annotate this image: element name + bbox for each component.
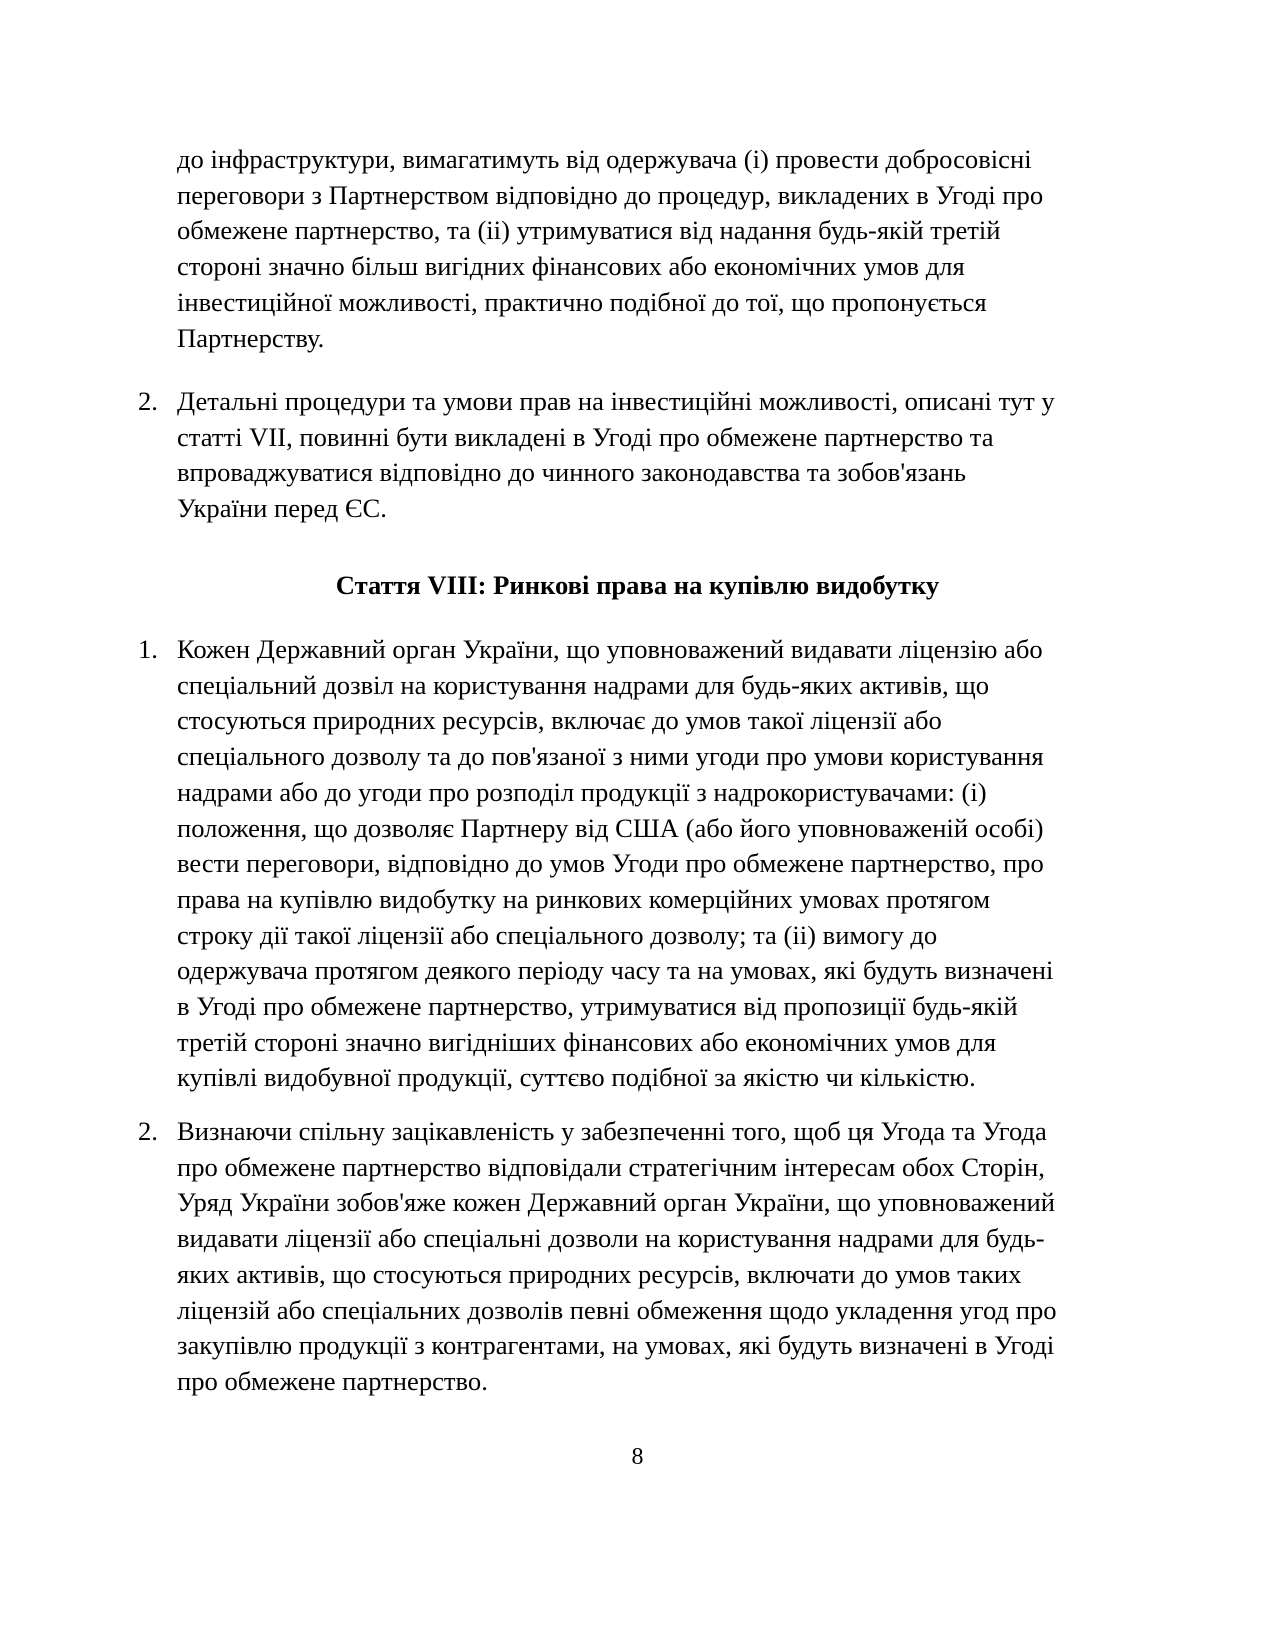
text-line: яких активів, що стосуються природних ресурсів, включати до умов таких <box>177 1258 1022 1289</box>
list-item-number: 2. <box>138 1116 158 1146</box>
text-line: Кожен Державний орган України, що уповноважений видавати ліцензію або <box>177 634 1043 664</box>
text-line: до інфраструктури, вимагатимуть від одержувача (і) провести добросовісні <box>177 144 1032 174</box>
text-line: надрами або до угоди про розподіл продукції з надрокористувачами: (і) <box>177 776 987 807</box>
text-line: спеціальний дозвіл на користування надрами для будь-яких активів, що <box>177 669 990 700</box>
text-line: інвестиційної можливості, практично подібної до тої, що пропонується <box>177 286 987 317</box>
text-line: Визнаючи спільну зацікавленість у забезпеченні того, щоб ця Угода та Угода <box>177 1116 1047 1146</box>
text-line: третій стороні значно вигідніших фінансових або економічних умов для <box>177 1026 997 1057</box>
text-line: стороні значно більш вигідних фінансових або економічних умов для <box>177 251 965 282</box>
text-line: видавати ліцензії або спеціальні дозволи на користування надрами для будь- <box>177 1223 1045 1254</box>
text-line: одержувача протягом деякого періоду часу та на умовах, які будуть визначені <box>177 955 1054 986</box>
text-line: строку дії такої ліцензії або спеціального дозволу; та (іі) вимогу до <box>177 919 938 950</box>
text-line: в Угоді про обмежене партнерство, утримуватися від пропозиції будь-якій <box>177 991 1018 1022</box>
text-line: ліцензій або спеціальних дозволів певні обмеження щодо укладення угод про <box>177 1294 1057 1325</box>
text-line: статті VII, повинні бути викладені в Угоді про обмежене партнерство та <box>177 421 994 452</box>
article7-item2-paragraph <box>177 384 1137 527</box>
article8-item1-paragraph <box>177 632 1137 1096</box>
text-line: закупівлю продукції з контрагентами, на умовах, які будуть визначені в Угоді <box>177 1330 1055 1361</box>
list-item-number: 2. <box>138 386 158 416</box>
page-number: 8 <box>631 1444 644 1470</box>
continuation-paragraph <box>177 142 1137 356</box>
article-heading: Стаття VIII: Ринкові права на купівлю видобутку <box>335 570 940 600</box>
text-line: права на купівлю видобутку на ринкових комерційних умовах протягом <box>177 883 991 914</box>
text-line: України перед ЄС. <box>177 493 387 524</box>
text-line: вести переговори, відповідно до умов Угоди про обмежене партнерство, про <box>177 848 1044 879</box>
text-line: про обмежене партнерство відповідали стратегічним інтересам обох Сторін, <box>177 1151 1045 1182</box>
text-line: Партнерству. <box>177 322 325 353</box>
text-line: впроваджуватися відповідно до чинного законодавства та зобов'язань <box>177 457 967 488</box>
text-line: стосуються природних ресурсів, включає до умов такої ліцензії або <box>177 705 942 736</box>
text-line: про обмежене партнерство. <box>177 1365 488 1396</box>
text-line: Уряд України зобов'яже кожен Державний орган України, що уповноважений <box>177 1187 1056 1218</box>
text-line: обмежене партнерство, та (іі) утримуватися від надання будь-якій третій <box>177 215 1001 246</box>
text-line: купівлі видобувної продукції, суттєво подібної за якістю чи кількістю. <box>177 1062 976 1093</box>
text-line: переговори з Партнерством відповідно до процедур, викладених в Угоді про <box>177 179 1044 210</box>
article8-item2-paragraph <box>177 1114 1137 1400</box>
list-item-number: 1. <box>138 634 158 664</box>
text-line: положення, що дозволяє Партнеру від США (або його уповноваженій особі) <box>177 812 1044 843</box>
text-line: Детальні процедури та умови прав на інвестиційні можливості, описані тут у <box>177 386 1055 416</box>
text-line: спеціального дозволу та до пов'язаної з ними угоди про умови користування <box>177 741 1044 772</box>
